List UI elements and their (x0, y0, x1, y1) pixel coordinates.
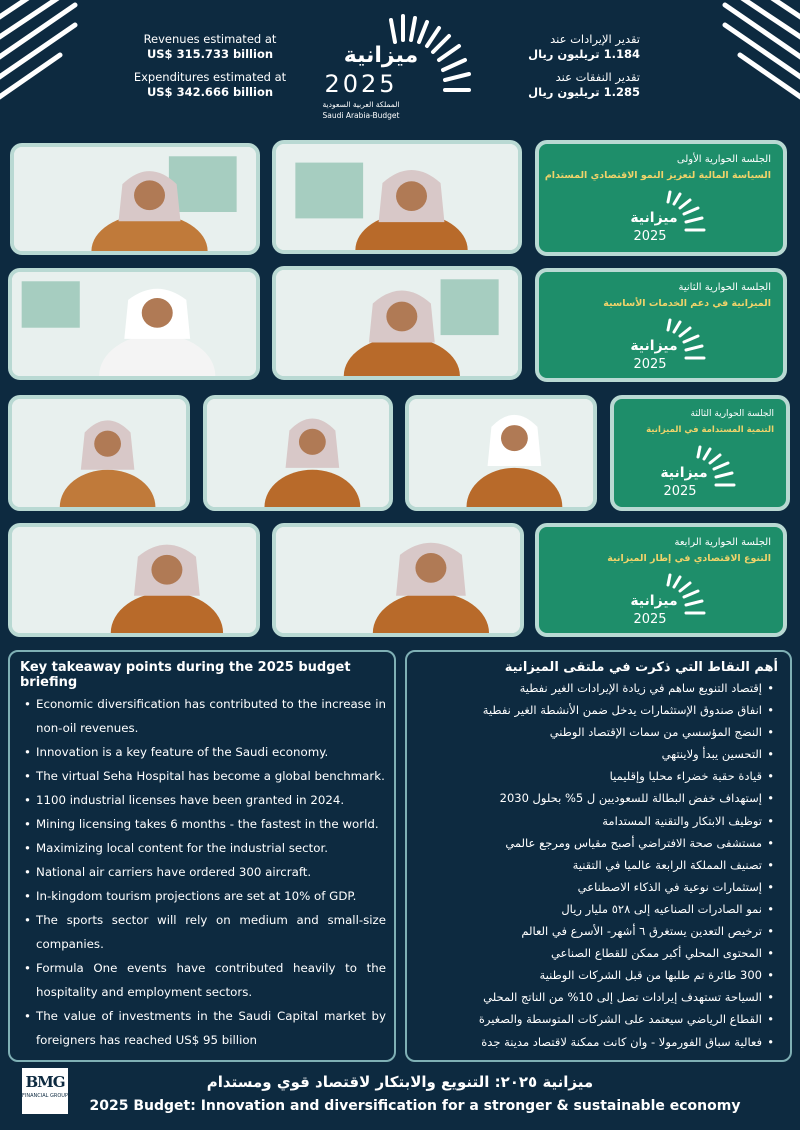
panel-title: Key takeaway points during the 2025 budget briefing (20, 660, 351, 690)
list-item: • Innovation is a key feature of the Saudi economy. (20, 740, 386, 764)
expenditures-label: Expenditures estimated at (133, 70, 287, 84)
speaker-figure-icon (207, 399, 389, 507)
list-item: • ترخيص التعدين يستغرق ٦ أشهر- الأسرع في العالم (415, 920, 778, 942)
speaker-figure-icon (276, 527, 520, 633)
speaker-photo (272, 140, 522, 254)
ar-expenditures-label: تقدير النفقات عند (555, 70, 640, 84)
list-item: • قيادة حقبة خضراء محليا وإقليميا (415, 765, 778, 787)
list-item: • In-kingdom tourism projections are set at 10% of GDP. (20, 884, 386, 908)
session-card-4 (535, 523, 787, 637)
speaker-photo (203, 395, 393, 511)
budget-logo-icon (624, 190, 714, 252)
speaker-figure-icon (276, 270, 518, 376)
speaker-photo (8, 395, 190, 511)
panel-title: أهم النقاط التي ذكرت في ملتقى الميزانية (504, 660, 778, 675)
footer-title-arabic: ميزانية ٢٠٢٥: التنويع والابتكار لاقتصاد قوي ومستدام (206, 1073, 594, 1091)
svg-text:2025: 2025 (633, 229, 667, 244)
revenues-label: Revenues estimated at (143, 32, 277, 46)
budget-logo-icon (624, 318, 714, 380)
svg-text:ميزانية: ميزانية (343, 43, 419, 68)
svg-text:Saudi Arabia-Budget: Saudi Arabia-Budget (322, 111, 400, 120)
header-english (120, 32, 300, 100)
list-item: • The value of investments in the Saudi Capital market by foreigners has reached US$ 95 billion (20, 1004, 386, 1052)
takeaways-list (20, 692, 386, 1052)
revenues-value: US$ 315.733 billion (146, 47, 274, 61)
list-item: • السياحة تستهدف إيرادات تصل إلى 10% من الناتج المحلي (415, 986, 778, 1008)
list-item: • The sports sector will rely on medium and small-size companies. (20, 908, 386, 956)
speaker-figure-icon (409, 399, 593, 507)
speaker-photo (8, 268, 260, 380)
list-item: • تصنيف المملكة الرابعة عالميا في التقنية (415, 854, 778, 876)
list-item: • إقتصاد التنويع ساهم في زيادة الإيرادات الغير نفطية (415, 677, 778, 699)
footer-title-english: 2025 Budget: Innovation and diversification for a stronger & sustainable economy (89, 1098, 741, 1114)
session-subtitle: الميزانية في دعم الخدمات الأساسية (603, 298, 771, 309)
header-arabic (515, 32, 640, 100)
speaker-photo (272, 523, 524, 637)
session-title: الجلسة الحوارية الثانية (678, 282, 771, 293)
list-item: • انفاق صندوق الإستثمارات يدخل ضمن الأنشطة الغير نفطية (415, 699, 778, 721)
ar-expenditures-value: 1.285 تريليون ريال (528, 85, 640, 99)
list-item: • 300 طائرة تم طلبها من قبل الشركات الوطنية (415, 964, 778, 986)
session-subtitle: السياسة المالية لتعزيز النمو الاقتصادي المستدام (544, 170, 771, 181)
session-title: الجلسة الحوارية الرابعة (674, 537, 771, 548)
list-item: • Economic diversification has contributed to the increase in non-oil revenues. (20, 692, 386, 740)
list-item: • Formula One events have contributed heavily to the hospitality and employment sectors. (20, 956, 386, 1004)
svg-text:ميزانية: ميزانية (630, 593, 678, 609)
list-item: • النضج المؤسسي من سمات الإقتصاد الوطني (415, 721, 778, 743)
svg-text:ميزانية: ميزانية (630, 210, 678, 226)
speaker-photo (10, 143, 260, 255)
expenditures-value: US$ 342.666 billion (146, 85, 274, 99)
speaker-figure-icon (12, 272, 256, 376)
list-item: • فعالية سباق الفورمولا - وان كانت ممكنة لاقتصاد مدينة جدة (415, 1031, 778, 1053)
list-item: • 1100 industrial licenses have been granted in 2024. (20, 788, 386, 812)
speaker-photo (405, 395, 597, 511)
speaker-photo (272, 266, 522, 380)
svg-text:2025: 2025 (324, 70, 398, 98)
session-title: الجلسة الحوارية الثالثة (690, 409, 774, 419)
budget-logo-icon (624, 573, 714, 635)
takeaways-english-panel (8, 650, 396, 1062)
speaker-figure-icon (276, 144, 518, 250)
svg-text:ميزانية: ميزانية (660, 465, 708, 481)
list-item: • التحسين يبدأ ولاينتهي (415, 743, 778, 765)
svg-text:2025: 2025 (633, 612, 667, 627)
list-item: • المحتوى المحلي أكبر ممكن للقطاع الصناعي (415, 942, 778, 964)
session-card-3 (610, 395, 790, 511)
session-card-2 (535, 268, 787, 382)
list-item: • Maximizing local content for the industrial sector. (20, 836, 386, 860)
list-item: • The virtual Seha Hospital has become a global benchmark. (20, 764, 386, 788)
svg-text:2025: 2025 (633, 357, 667, 372)
bmg-logo: BMG FINANCIAL GROUP (22, 1068, 68, 1114)
speaker-figure-icon (12, 399, 186, 507)
svg-text:المملكة العربية السعودية: المملكة العربية السعودية (322, 100, 400, 109)
list-item: • إستثمارات نوعية في الذكاء الاصطناعي (415, 876, 778, 898)
list-item: • توظيف الابتكار والتقنية المستدامة (415, 810, 778, 832)
budget-logo-icon (654, 445, 744, 507)
corner-stripes-left (0, 0, 80, 110)
svg-text:2025: 2025 (663, 484, 697, 499)
speaker-figure-icon (14, 147, 256, 251)
session-subtitle: التنمية المستدامة في الميزانية (646, 425, 774, 435)
takeaways-arabic-panel (405, 650, 792, 1062)
svg-text:ميزانية: ميزانية (630, 338, 678, 354)
speaker-figure-icon (12, 527, 256, 633)
list-item: • إستهداف خفض البطالة للسعوديين ل 5% بحلول 2030 (415, 787, 778, 809)
ar-revenues-label: تقدير الإيرادات عند (550, 32, 640, 46)
takeaways-list (415, 677, 778, 1053)
list-item: • نمو الصادرات الصناعيه إلى ٥٢٨ مليار ريال (415, 898, 778, 920)
session-subtitle: التنوع الاقتصادي في إطار الميزانية (607, 553, 771, 564)
ar-revenues-value: 1.184 تريليون ريال (528, 47, 640, 61)
session-card-1 (535, 140, 787, 256)
budget-2025-logo (315, 12, 515, 124)
list-item: • مستشفى صحة الافتراضي أصبح مقياس ومرجع عالمي (415, 832, 778, 854)
list-item: • National air carriers have ordered 300 aircraft. (20, 860, 386, 884)
list-item: • Mining licensing takes 6 months - the fastest in the world. (20, 812, 386, 836)
session-title: الجلسة الحوارية الأولى (676, 154, 771, 165)
list-item: • القطاع الرياضي سيعتمد على الشركات المتوسطة والصغيرة (415, 1008, 778, 1030)
corner-stripes-right (720, 0, 800, 110)
speaker-photo (8, 523, 260, 637)
